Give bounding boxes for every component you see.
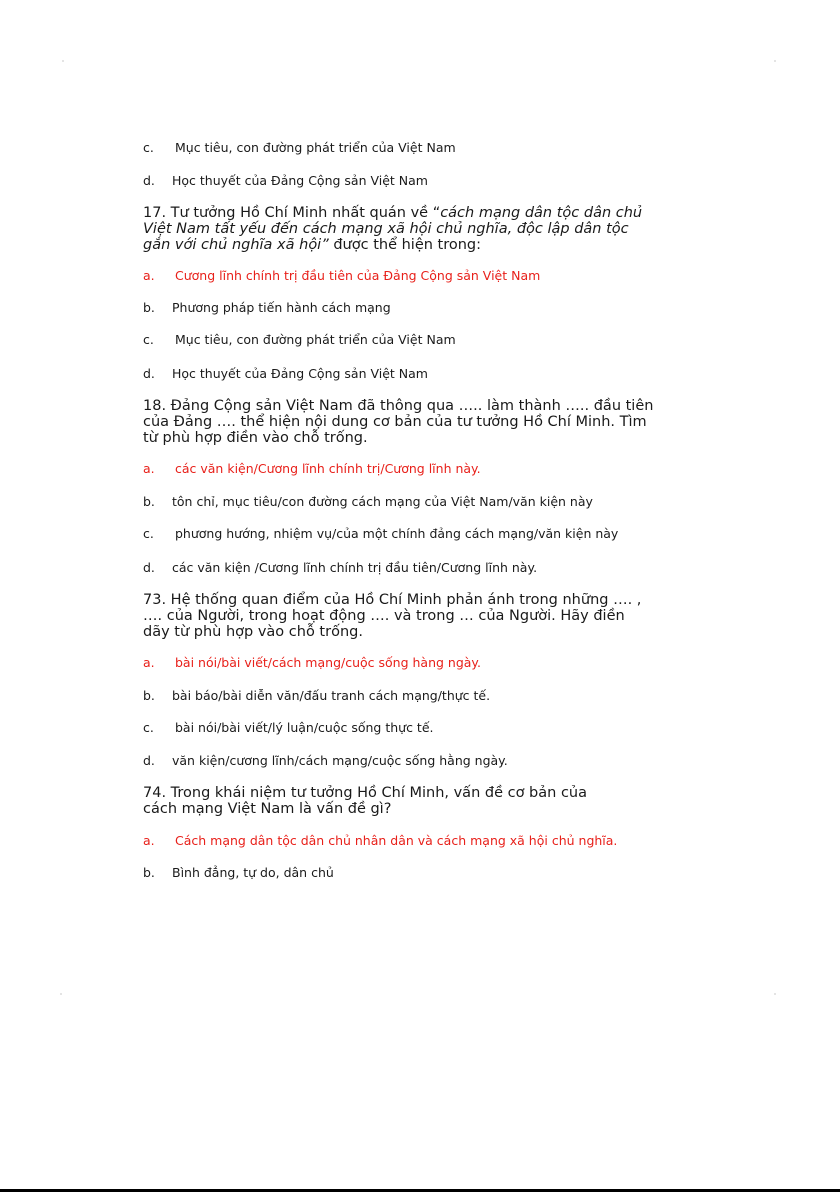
option-d: d. Học thuyết của Đảng Cộng sản Việt Nam	[143, 366, 428, 381]
option-d: d. các văn kiện /Cương lĩnh chính trị đầu tiên/Cương lĩnh này.	[143, 560, 538, 575]
option-b: b. bài báo/bài diễn văn/đấu tranh cách mạng/thực tế.	[143, 688, 491, 703]
option-b: b. Bình đẳng, tự do, dân chủ	[143, 865, 334, 880]
scan-speck	[62, 60, 64, 62]
option-a-correct: a. bài nói/bài viết/cách mạng/cuộc sống hàng ngày.	[143, 655, 482, 670]
option-c: c. phương hướng, nhiệm vụ/của một chính đảng cách mạng/văn kiện này	[143, 526, 619, 541]
scan-speck	[774, 993, 776, 995]
question-73: 73. Hệ thống quan điểm của Hồ Chí Minh phản ánh trong những …. , …. của Người, trong hoạt động …. và trong … của Người. Hãy điền dãy từ phù hợp vào chỗ trống.	[143, 592, 642, 640]
question-18: 18. Đảng Cộng sản Việt Nam đã thông qua ….. làm thành ….. đầu tiên của Đảng …. thể hiện nội dung cơ bản của tư tưởng Hồ Chí Minh. Tìm từ phù hợp điền vào chỗ trống.	[143, 398, 654, 446]
question-74: 74. Trong khái niệm tư tưởng Hồ Chí Minh, vấn đề cơ bản của cách mạng Việt Nam là vấn đề gì?	[143, 785, 587, 817]
option-a-correct: a. Cách mạng dân tộc dân chủ nhân dân và cách mạng xã hội chủ nghĩa.	[143, 833, 618, 848]
option-b: b. tôn chỉ, mục tiêu/con đường cách mạng của Việt Nam/văn kiện này	[143, 494, 593, 509]
scan-speck	[774, 60, 776, 62]
option-d: d. Học thuyết của Đảng Cộng sản Việt Nam	[143, 173, 428, 188]
option-a-correct: a. các văn kiện/Cương lĩnh chính trị/Cương lĩnh này.	[143, 461, 481, 476]
option-d: d. văn kiện/cương lĩnh/cách mạng/cuộc sống hằng ngày.	[143, 753, 508, 768]
option-c: c. bài nói/bài viết/lý luận/cuộc sống thực tế.	[143, 720, 434, 735]
option-c: c. Mục tiêu, con đường phát triển của Việt Nam	[143, 332, 456, 347]
option-c: c. Mục tiêu, con đường phát triển của Việt Nam	[143, 140, 456, 155]
option-a-correct: a. Cương lĩnh chính trị đầu tiên của Đảng Cộng sản Việt Nam	[143, 268, 541, 283]
question-17: 17. Tư tưởng Hồ Chí Minh nhất quán về “cách mạng dân tộc dân chủ Việt Nam tất yếu đến cách mạng xã hội chủ nghĩa, độc lập dân tộc gắn với chủ nghĩa xã hội” được thể hiện trong:	[143, 205, 643, 253]
scan-speck	[60, 993, 62, 995]
option-b: b. Phương pháp tiến hành cách mạng	[143, 300, 391, 315]
